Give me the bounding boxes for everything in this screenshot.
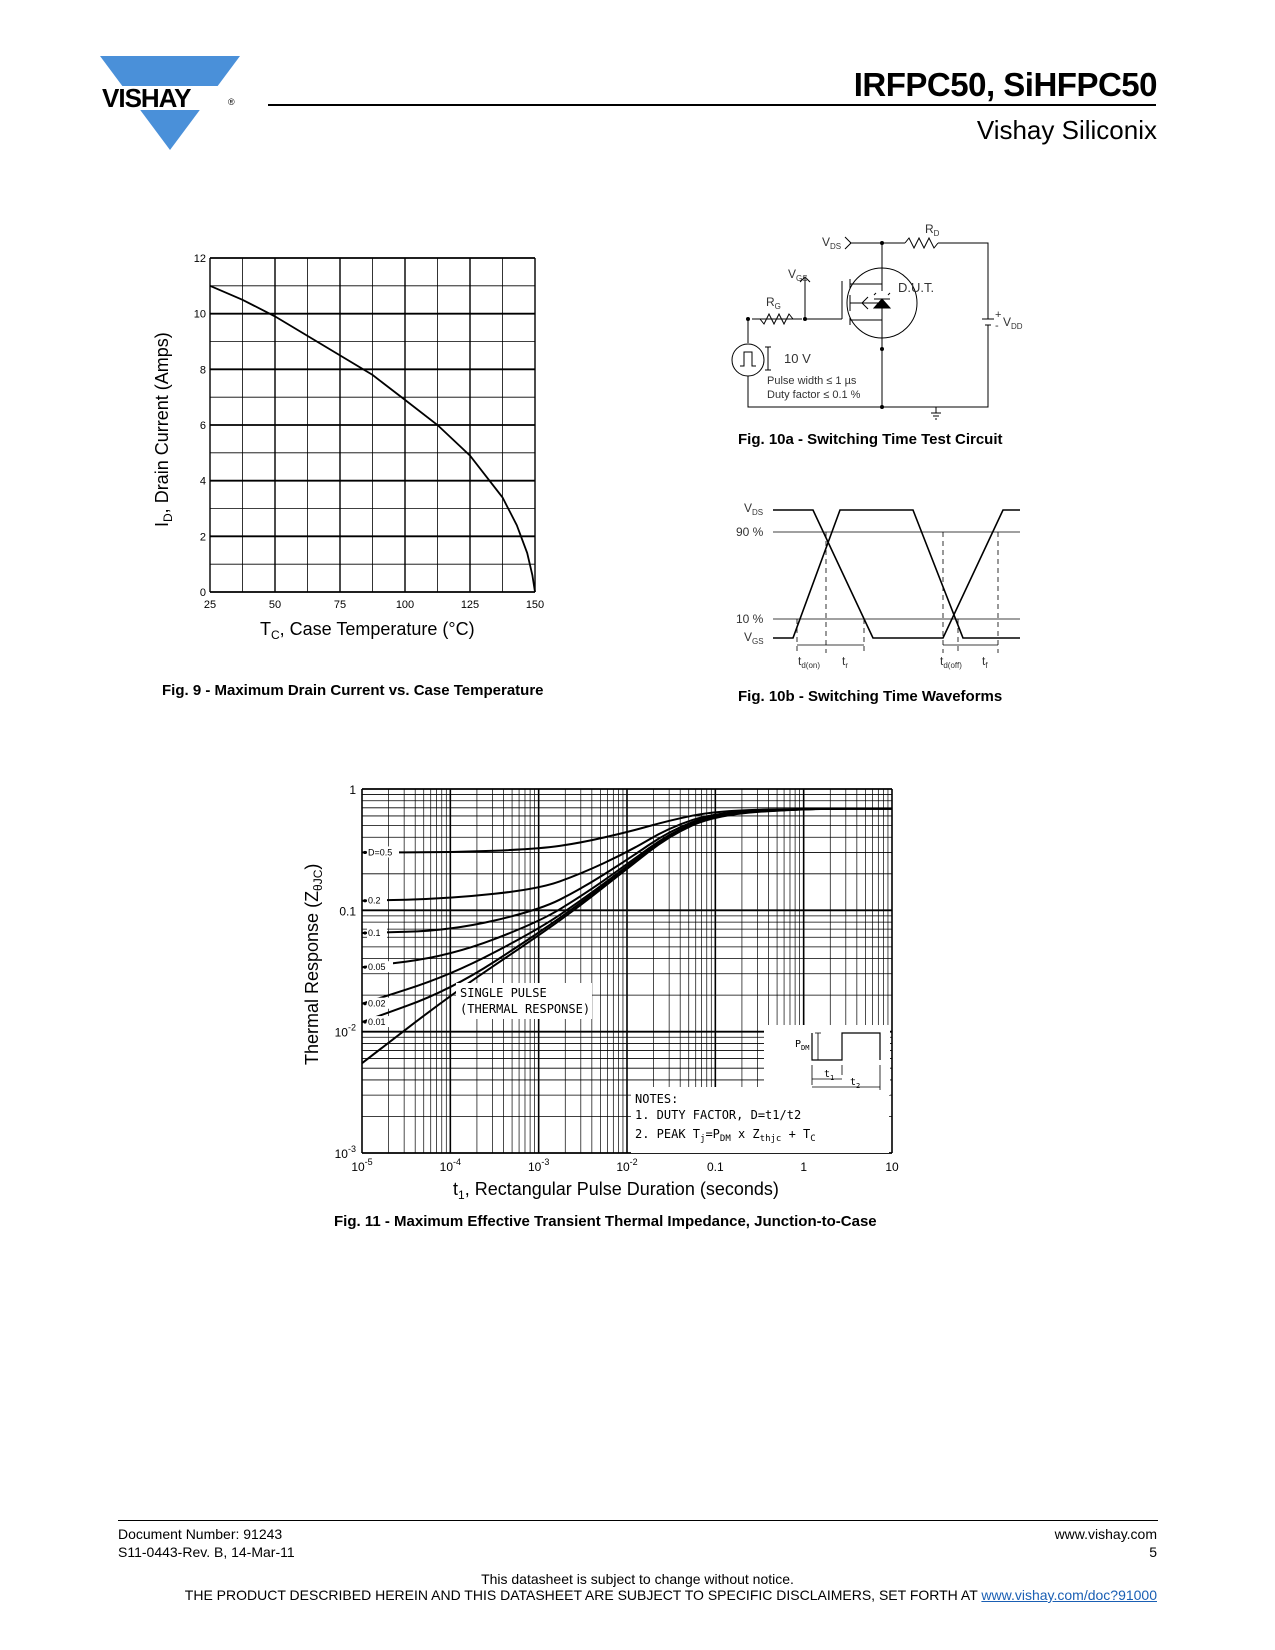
t2-label: $t_2$ [850, 1077, 861, 1090]
td-on-label: $t_{d(on)}$ [798, 654, 821, 670]
fig10a-circuit [720, 215, 1040, 425]
fig10b-caption: Fig. 10b - Switching Time Waveforms [738, 688, 1003, 705]
pulse-width-label: Pulse width ≤ 1 µs [767, 375, 857, 387]
fig9-ytick: 4 [199, 475, 206, 488]
single-pulse-label: SINGLE PULSE [460, 986, 547, 1000]
fig11-xtick: 1 [800, 1160, 808, 1174]
fig10b-90-label: 90 % [736, 525, 764, 539]
fig11-ytick: 1 [349, 783, 356, 797]
pdm-label: $P_{DM}$ [795, 1039, 810, 1052]
revision: S11-0443-Rev. B, 14-Mar-11 [118, 1544, 295, 1560]
doc-number: Document Number: 91243 [118, 1526, 283, 1542]
fig11-caption: Fig. 11 - Maximum Effective Transient Thermal Impedance, Junction-to-Case [334, 1213, 877, 1230]
vdd-label: $V_{DD}$ [1003, 315, 1023, 331]
fig9-ytick: 6 [199, 420, 206, 432]
part-number-title: IRFPC50, SiHFPC50 [853, 66, 1157, 103]
fig11-curve-dot [363, 899, 366, 902]
fig9-ytick: 0 [199, 587, 206, 599]
fig9-ytick: 10 [193, 308, 206, 321]
fig9-xtick: 150 [525, 599, 545, 611]
fig9-xlabel: $T_C$, Case Temperature (°C) [260, 619, 475, 642]
fig9-ylabel: $I_D$, Drain Current (Amps) [152, 332, 175, 527]
fig11-xtick: $10^{-4}$ [439, 1157, 462, 1174]
duty-factor-label: Duty factor ≤ 0.1 % [767, 389, 861, 401]
logo-registered: ® [228, 97, 235, 107]
fig11-curve-label: 0.01 [368, 1017, 386, 1028]
logo-text: VISHAY [102, 83, 191, 113]
fig9-ytick: 12 [193, 253, 206, 265]
disclaimer [185, 1587, 1157, 1603]
vdd-battery [982, 319, 994, 325]
pulse-voltage: 10 V [784, 351, 811, 366]
fig9-xtick: 25 [203, 599, 217, 611]
tr-label: $t_r$ [842, 654, 849, 670]
fig11-xtick: $10^{-5}$ [351, 1157, 373, 1174]
disclaimer-link[interactable]: www.vishay.com/doc?91000 [981, 1587, 1157, 1603]
fig10b-10-label: 10 % [736, 612, 764, 626]
fig9-ytick: 2 [199, 531, 206, 544]
fig11-xtick: $10^{-2}$ [616, 1157, 638, 1174]
rg-label: $R_G$ [766, 295, 781, 311]
fig10b-waveforms [730, 495, 1035, 680]
fig11-xlabel: $t_1$, Rectangular Pulse Duration (seconds) [453, 1179, 779, 1202]
fig11-ytick: 0.1 [339, 904, 356, 919]
vishay-logo [100, 56, 240, 156]
td-off-label: $t_{d(off)}$ [940, 654, 962, 670]
fig11-chart [290, 775, 940, 1215]
fig9-xtick: 100 [395, 599, 415, 611]
fig11-ytick: $10^{-3}$ [334, 1144, 356, 1161]
rd-resistor [905, 238, 938, 248]
company-name: Vishay Siliconix [976, 115, 1157, 145]
vdd-minus: - [995, 320, 999, 332]
header-rule [268, 104, 1156, 106]
note-2: 2. PEAK $T_j=P_{DM}$ x $Z_{thjc} + T_C$ [635, 1127, 816, 1144]
fig10b-vgs-label: $V_{GS}$ [744, 630, 764, 646]
fig11-curve-dot [363, 851, 366, 854]
fig11-curve-dot [363, 1020, 366, 1023]
fig11-curve-label: 0.2 [368, 895, 381, 906]
dut-label: D.U.T. [898, 280, 935, 295]
fig11-curve-label: 0.05 [368, 962, 386, 973]
fig11-ytick: $10^{-2}$ [334, 1022, 356, 1040]
tf-label: $t_f$ [982, 654, 988, 670]
thermal-response-label: (THERMAL RESPONSE) [460, 1002, 591, 1016]
footer-rule [118, 1520, 1158, 1521]
fig11-curve-label: 0.1 [368, 928, 381, 939]
fig9-caption: Fig. 9 - Maximum Drain Current vs. Case Temperature [162, 682, 544, 699]
website[interactable]: www.vishay.com [1054, 1526, 1157, 1542]
pulse-source [732, 344, 764, 376]
fig11-curve-dot [363, 966, 366, 969]
fig11-ylabel: Thermal Response $(Z_{\theta JC})$ [302, 863, 325, 1065]
fig9-chart [140, 240, 580, 660]
ground-symbol [931, 407, 941, 419]
fig11-curve-label: 0.02 [368, 998, 386, 1009]
fig11-xtick: $10^{-3}$ [527, 1157, 550, 1174]
fig10b-vds-label: $V_{DS}$ [744, 501, 764, 517]
fig9-ytick: 8 [199, 364, 206, 377]
vgs-label: $V_{GS}$ [788, 267, 808, 283]
fig11-curve-label: D=0.5 [368, 847, 393, 858]
t1-label: $t_1$ [824, 1069, 835, 1082]
vdd-plus: + [995, 309, 1002, 321]
change-notice: This datasheet is subject to change without notice. [481, 1571, 794, 1587]
rd-label: $R_D$ [925, 222, 940, 238]
fig9-xtick: 125 [460, 599, 480, 611]
fig9-xtick: 50 [268, 599, 282, 611]
fig11-curve-dot [363, 1002, 366, 1005]
disclaimer-text: THE PRODUCT DESCRIBED HEREIN AND THIS DATASHEET ARE SUBJECT TO SPECIFIC DISCLAIMERS, SET FORTH AT [184, 1587, 982, 1603]
vds-label: $V_{DS}$ [822, 235, 842, 251]
fig11-curve-dot [363, 931, 366, 934]
page-number: 5 [1149, 1544, 1157, 1560]
fig10a-caption: Fig. 10a - Switching Time Test Circuit [738, 431, 1003, 448]
fig11-xtick: 0.1 [706, 1160, 724, 1174]
note-1: 1. DUTY FACTOR, D=t1/t2 [635, 1108, 802, 1122]
notes-title: NOTES: [635, 1092, 679, 1106]
fig9-xtick: 75 [333, 599, 347, 611]
fig11-xtick: 10 [885, 1160, 899, 1174]
